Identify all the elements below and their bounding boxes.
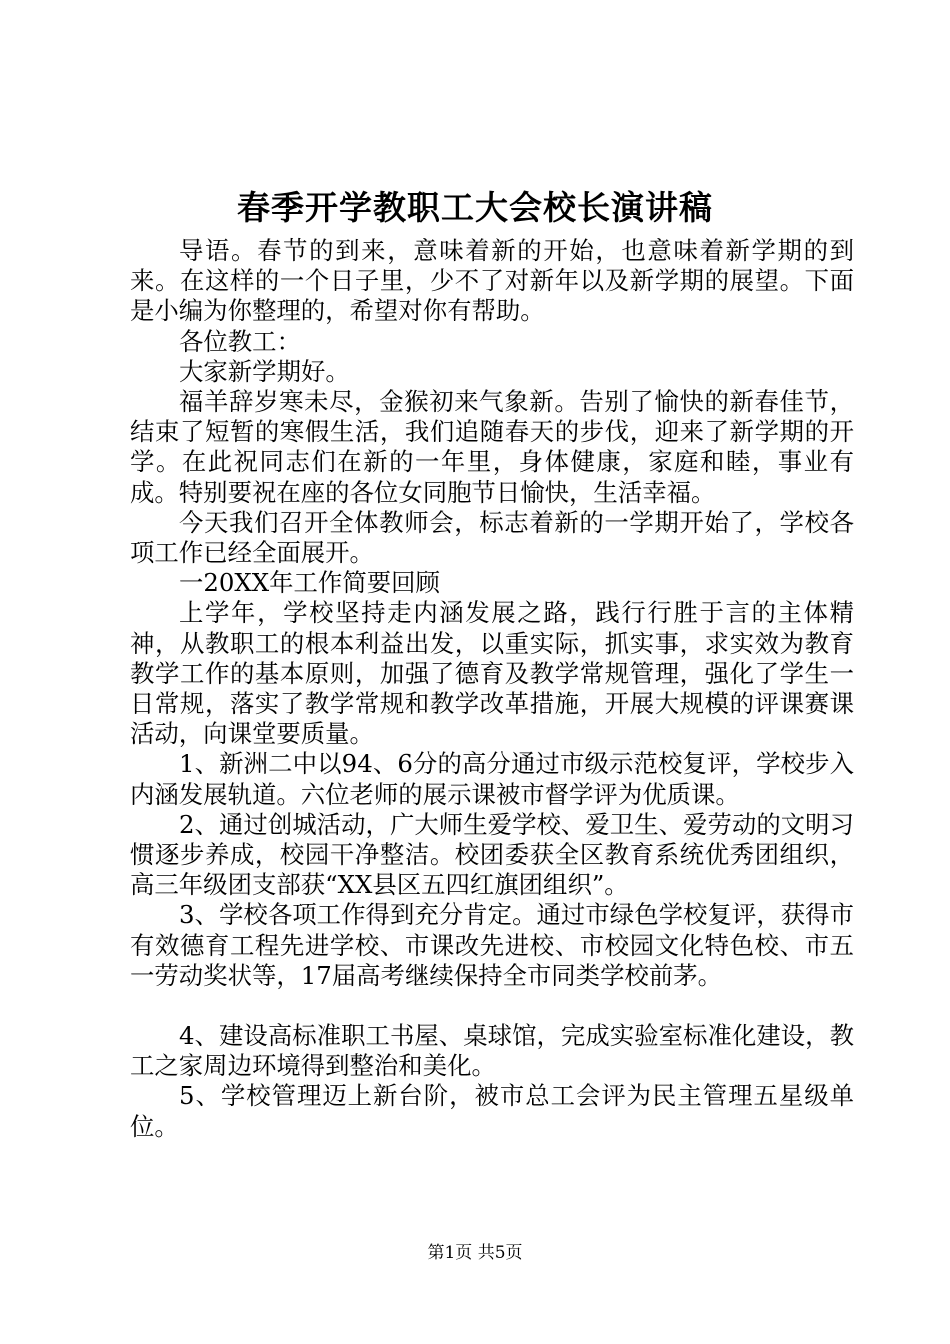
paragraph-meeting-opening: 今天我们召开全体教师会，标志着新的一学期开始了，学校各项工作已经全面展开。 — [130, 507, 854, 568]
list-item-4: 4、建设高标准职工书屋、桌球馆，完成实验室标准化建设，教工之家周边环境得到整治和美化。 — [130, 1021, 854, 1081]
document-title: 春季开学教职工大会校长演讲稿 — [237, 188, 713, 227]
list-item-2: 2、通过创城活动，广大师生爱学校、爱卫生、爱劳动的文明习惯逐步养成，校园干净整洁。校团委获全区教育系统优秀团组织，高三年级团支部获“XX县区五四红旗团组织”。 — [130, 809, 854, 900]
section-heading-review: 一20XX年工作简要回顾 — [179, 568, 440, 598]
list-item-1: 1、新洲二中以94、6分的高分通过市级示范校复评，学校步入内涵发展轨道。六位老师的展示课被市督学评为优质课。 — [130, 749, 854, 809]
list-item-5: 5、学校管理迈上新台阶，被市总工会评为民主管理五星级单位。 — [130, 1081, 854, 1141]
paragraph-new-year-wishes: 福羊辞岁寒未尽，金猴初来气象新。告别了愉快的新春佳节，结束了短暂的寒假生活，我们追随春天的步伐，迎来了新学期的开学。在此祝同志们在新的一年里，身体健康，家庭和睦，事业有成。特别要祝在座的各位女同胞节日愉快，生活幸福。 — [130, 387, 854, 507]
paragraph-greeting: 大家新学期好。 — [179, 356, 350, 386]
paragraph-intro: 导语。春节的到来，意味着新的开始，也意味着新学期的到来。在这样的一个日子里，少不了对新年以及新学期的展望。下面是小编为你整理的，希望对你有帮助。 — [130, 236, 854, 326]
paragraph-review-summary: 上学年，学校坚持走内涵发展之路，践行行胜于言的主体精神，从教职工的根本利益出发，以重实际，抓实事，求实效为教育教学工作的基本原则，加强了德育及教学常规管理，强化了学生一日常规，落实了教学常规和教学改革措施，开展大规模的评课赛课活动，向课堂要质量。 — [130, 598, 854, 749]
list-item-3: 3、学校各项工作得到充分肯定。通过市绿色学校复评，获得市有效德育工程先进学校、市课改先进校、市校园文化特色校、市五一劳动奖状等，17届高考继续保持全市同类学校前茅。 — [130, 900, 854, 990]
page-number-footer: 第1页 共5页 — [427, 1243, 523, 1263]
document-body — [130, 236, 854, 1142]
paragraph-salutation: 各位教工： — [179, 326, 301, 356]
